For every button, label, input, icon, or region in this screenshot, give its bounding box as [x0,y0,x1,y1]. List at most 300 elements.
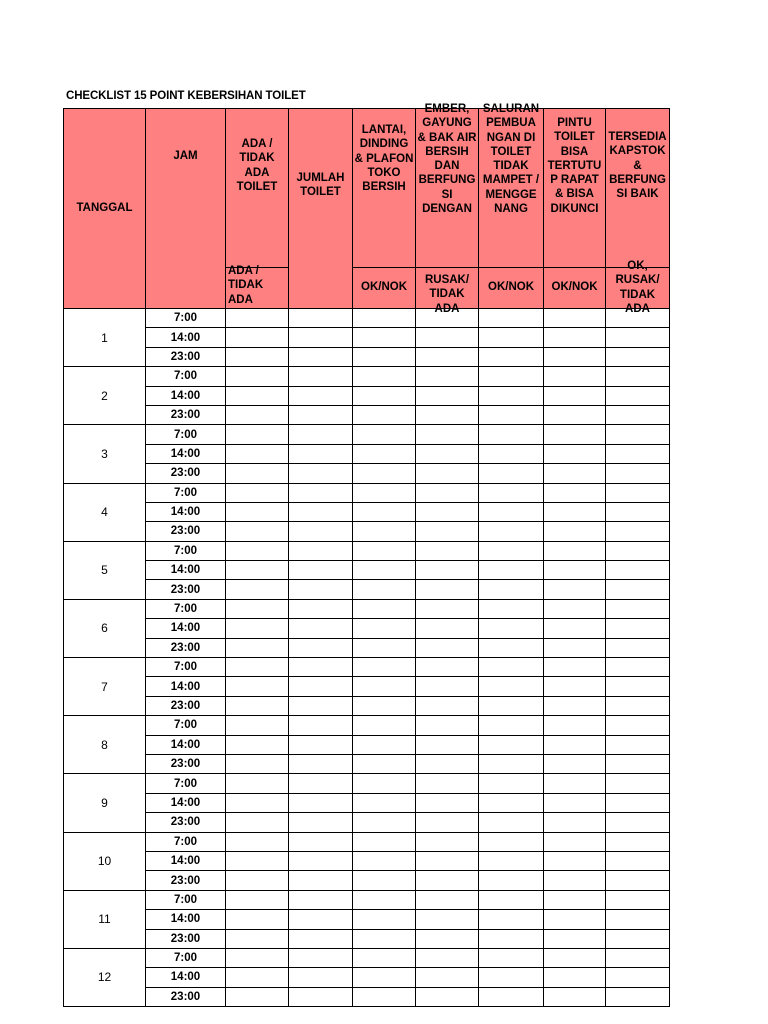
checklist-cell[interactable] [606,367,670,386]
checklist-cell[interactable] [226,774,289,793]
checklist-cell[interactable] [416,851,479,870]
checklist-cell[interactable] [544,851,606,870]
table-row [64,444,670,463]
checklist-cell[interactable] [353,716,416,735]
checklist-cell[interactable] [479,405,544,424]
checklist-cell[interactable] [289,774,353,793]
checklist-cell[interactable] [416,561,479,580]
checklist-cell[interactable] [289,968,353,987]
table-row [64,580,670,599]
checklist-cell[interactable] [606,444,670,463]
time-cell: 7:00 [146,890,226,909]
checklist-cell[interactable] [353,502,416,521]
checklist-cell[interactable] [289,309,353,328]
checklist-cell[interactable] [479,832,544,851]
checklist-cell[interactable] [416,929,479,948]
checklist-cell[interactable] [353,483,416,502]
date-cell: 12 [64,948,146,1006]
checklist-cell[interactable] [353,851,416,870]
checklist-cell[interactable] [353,735,416,754]
checklist-cell[interactable] [479,347,544,366]
checklist-cell[interactable] [544,444,606,463]
checklist-cell[interactable] [606,851,670,870]
checklist-cell[interactable] [606,774,670,793]
header-jam [146,109,226,309]
checklist-cell[interactable] [544,561,606,580]
checklist-cell[interactable] [606,948,670,967]
checklist-cell[interactable] [479,561,544,580]
checklist-cell[interactable] [353,541,416,560]
checklist-cell[interactable] [226,832,289,851]
checklist-cell[interactable] [353,871,416,890]
table-row [64,793,670,812]
checklist-cell[interactable] [416,754,479,773]
checklist-cell[interactable] [226,502,289,521]
checklist-table [63,103,670,1007]
checklist-cell[interactable] [479,580,544,599]
checklist-cell[interactable] [606,328,670,347]
checklist-cell[interactable] [606,580,670,599]
checklist-cell[interactable] [606,890,670,909]
checklist-cell[interactable] [226,580,289,599]
checklist-cell[interactable] [226,716,289,735]
checklist-cell[interactable] [479,754,544,773]
checklist-cell[interactable] [416,425,479,444]
checklist-cell[interactable] [226,890,289,909]
checklist-cell[interactable] [606,405,670,424]
checklist-cell[interactable] [289,929,353,948]
time-cell: 14:00 [146,328,226,347]
checklist-cell[interactable] [479,813,544,832]
table-row [64,328,670,347]
checklist-cell[interactable] [289,832,353,851]
checklist-cell[interactable] [544,309,606,328]
checklist-cell[interactable] [416,658,479,677]
checklist-cell[interactable] [226,561,289,580]
checklist-cell[interactable] [226,425,289,444]
checklist-cell[interactable] [544,813,606,832]
time-cell: 23:00 [146,580,226,599]
checklist-cell[interactable] [289,696,353,715]
checklist-cell[interactable] [479,483,544,502]
checklist-cell[interactable] [353,793,416,812]
checklist-cell[interactable] [416,347,479,366]
checklist-cell[interactable] [416,910,479,929]
checklist-cell[interactable] [353,347,416,366]
checklist-cell[interactable] [544,483,606,502]
checklist-cell[interactable] [353,619,416,638]
checklist-cell[interactable] [416,464,479,483]
checklist-cell[interactable] [226,367,289,386]
table-row [64,464,670,483]
checklist-cell[interactable] [544,638,606,657]
checklist-cell[interactable] [226,347,289,366]
checklist-cell[interactable] [544,522,606,541]
checklist-cell[interactable] [606,735,670,754]
checklist-cell[interactable] [353,696,416,715]
time-cell: 7:00 [146,948,226,967]
checklist-cell[interactable] [289,871,353,890]
checklist-cell[interactable] [289,677,353,696]
checklist-cell[interactable] [544,968,606,987]
checklist-cell[interactable] [479,444,544,463]
checklist-cell[interactable] [479,716,544,735]
checklist-cell[interactable] [479,328,544,347]
checklist-cell[interactable] [416,502,479,521]
table-row [64,658,670,677]
checklist-cell[interactable] [416,638,479,657]
checklist-cell[interactable] [416,367,479,386]
checklist-cell[interactable] [544,541,606,560]
checklist-cell[interactable] [353,774,416,793]
checklist-cell[interactable] [606,425,670,444]
checklist-cell[interactable] [353,444,416,463]
checklist-cell[interactable] [606,677,670,696]
time-cell: 14:00 [146,502,226,521]
checklist-cell[interactable] [416,948,479,967]
checklist-cell[interactable] [416,619,479,638]
checklist-cell[interactable] [353,948,416,967]
table-row [64,309,670,328]
checklist-cell[interactable] [226,813,289,832]
checklist-cell[interactable] [606,347,670,366]
table-row [64,754,670,773]
checklist-cell[interactable] [289,386,353,405]
checklist-cell[interactable] [289,851,353,870]
checklist-cell[interactable] [416,735,479,754]
checklist-cell[interactable] [479,774,544,793]
checklist-cell[interactable] [606,638,670,657]
checklist-cell[interactable] [479,502,544,521]
checklist-cell[interactable] [226,677,289,696]
table-row [64,502,670,521]
checklist-cell[interactable] [353,561,416,580]
checklist-cell[interactable] [353,968,416,987]
checklist-cell[interactable] [226,793,289,812]
checklist-cell[interactable] [479,929,544,948]
checklist-cell[interactable] [226,987,289,1006]
checklist-cell[interactable] [416,832,479,851]
checklist-cell[interactable] [606,483,670,502]
checklist-cell[interactable] [479,619,544,638]
checklist-cell[interactable] [544,754,606,773]
checklist-cell[interactable] [416,328,479,347]
checklist-cell[interactable] [479,677,544,696]
checklist-cell[interactable] [289,599,353,618]
checklist-cell[interactable] [544,386,606,405]
checklist-cell[interactable] [479,425,544,444]
checklist-cell[interactable] [479,464,544,483]
checklist-cell[interactable] [353,658,416,677]
checklist-cell[interactable] [479,638,544,657]
checklist-cell[interactable] [226,851,289,870]
checklist-cell[interactable] [289,464,353,483]
time-cell: 23:00 [146,405,226,424]
time-cell: 14:00 [146,619,226,638]
checklist-cell[interactable] [289,347,353,366]
time-cell: 14:00 [146,968,226,987]
checklist-cell[interactable] [226,696,289,715]
checklist-cell[interactable] [544,619,606,638]
checklist-cell[interactable] [289,716,353,735]
checklist-cell[interactable] [606,561,670,580]
checklist-cell[interactable] [416,444,479,463]
checklist-cell[interactable] [606,502,670,521]
checklist-cell[interactable] [479,871,544,890]
checklist-cell[interactable] [353,677,416,696]
checklist-cell[interactable] [289,580,353,599]
checklist-cell[interactable] [544,716,606,735]
checklist-cell[interactable] [479,522,544,541]
time-cell: 23:00 [146,522,226,541]
checklist-cell[interactable] [416,968,479,987]
checklist-cell[interactable] [606,541,670,560]
checklist-cell[interactable] [606,832,670,851]
time-cell: 23:00 [146,754,226,773]
checklist-cell[interactable] [289,444,353,463]
checklist-cell[interactable] [289,910,353,929]
checklist-cell[interactable] [416,774,479,793]
checklist-cell[interactable] [416,793,479,812]
checklist-cell[interactable] [479,367,544,386]
table-row [64,425,670,444]
subheader-pintu [544,268,606,309]
checklist-cell[interactable] [479,658,544,677]
checklist-cell[interactable] [606,910,670,929]
time-cell: 7:00 [146,425,226,444]
checklist-cell[interactable] [479,696,544,715]
checklist-cell[interactable] [353,929,416,948]
checklist-cell[interactable] [289,619,353,638]
checklist-cell[interactable] [479,851,544,870]
checklist-cell[interactable] [226,638,289,657]
checklist-cell[interactable] [289,425,353,444]
checklist-cell[interactable] [416,716,479,735]
checklist-cell[interactable] [544,774,606,793]
checklist-cell[interactable] [289,483,353,502]
checklist-cell[interactable] [416,677,479,696]
checklist-cell[interactable] [289,638,353,657]
checklist-cell[interactable] [479,735,544,754]
checklist-cell[interactable] [226,929,289,948]
checklist-cell[interactable] [416,813,479,832]
checklist-cell[interactable] [544,580,606,599]
header-ada-tidak-label: ADA / TIDAK ADA TOILET [236,138,278,193]
checklist-cell[interactable] [544,890,606,909]
checklist-cell[interactable] [289,658,353,677]
checklist-cell[interactable] [544,599,606,618]
checklist-cell[interactable] [416,599,479,618]
checklist-cell[interactable] [606,871,670,890]
checklist-cell[interactable] [544,328,606,347]
checklist-cell[interactable] [479,987,544,1006]
time-cell: 14:00 [146,677,226,696]
time-cell: 23:00 [146,464,226,483]
checklist-cell[interactable] [606,813,670,832]
checklist-cell[interactable] [544,929,606,948]
checklist-cell[interactable] [416,483,479,502]
checklist-cell[interactable] [289,502,353,521]
checklist-cell[interactable] [226,910,289,929]
time-cell: 23:00 [146,696,226,715]
checklist-cell[interactable] [606,754,670,773]
checklist-cell[interactable] [289,522,353,541]
checklist-cell[interactable] [226,658,289,677]
checklist-cell[interactable] [289,367,353,386]
checklist-cell[interactable] [416,890,479,909]
checklist-cell[interactable] [544,464,606,483]
checklist-cell[interactable] [226,328,289,347]
checklist-cell[interactable] [606,464,670,483]
checklist-cell[interactable] [226,483,289,502]
time-cell: 7:00 [146,541,226,560]
checklist-cell[interactable] [479,890,544,909]
checklist-cell[interactable] [479,309,544,328]
checklist-cell[interactable] [353,599,416,618]
checklist-cell[interactable] [289,735,353,754]
checklist-table-container [63,103,669,1003]
checklist-cell[interactable] [479,948,544,967]
checklist-cell[interactable] [226,735,289,754]
checklist-cell[interactable] [226,619,289,638]
checklist-cell[interactable] [544,987,606,1006]
checklist-cell[interactable] [416,541,479,560]
checklist-cell[interactable] [353,367,416,386]
checklist-cell[interactable] [289,987,353,1006]
checklist-cell[interactable] [606,716,670,735]
sheet-title: CHECKLIST 15 POINT KEBERSIHAN TOILET [66,90,306,102]
checklist-cell[interactable] [416,580,479,599]
checklist-cell[interactable] [544,910,606,929]
checklist-cell[interactable] [606,619,670,638]
checklist-cell[interactable] [544,502,606,521]
checklist-cell[interactable] [289,405,353,424]
time-cell: 14:00 [146,444,226,463]
checklist-cell[interactable] [544,948,606,967]
checklist-cell[interactable] [479,599,544,618]
checklist-cell[interactable] [606,987,670,1006]
checklist-cell[interactable] [416,405,479,424]
checklist-cell[interactable] [353,890,416,909]
table-row [64,735,670,754]
checklist-cell[interactable] [226,405,289,424]
header-tanggal-label: TANGGAL [76,202,133,215]
checklist-cell[interactable] [544,793,606,812]
checklist-cell[interactable] [544,367,606,386]
checklist-cell[interactable] [226,386,289,405]
checklist-cell[interactable] [479,910,544,929]
table-row [64,696,670,715]
checklist-cell[interactable] [353,425,416,444]
checklist-cell[interactable] [226,541,289,560]
checklist-cell[interactable] [479,541,544,560]
header-jumlah [289,109,353,309]
checklist-cell[interactable] [289,561,353,580]
checklist-cell[interactable] [353,638,416,657]
checklist-cell[interactable] [544,871,606,890]
checklist-cell[interactable] [416,696,479,715]
checklist-cell[interactable] [289,793,353,812]
checklist-cell[interactable] [353,328,416,347]
checklist-cell[interactable] [416,987,479,1006]
header-lantai-label: LANTAI, DINDING & PLAFON TOKO BERSIH [354,124,414,194]
checklist-cell[interactable] [606,793,670,812]
checklist-cell[interactable] [353,464,416,483]
checklist-cell[interactable] [606,522,670,541]
date-cell: 4 [64,483,146,541]
checklist-cell[interactable] [289,890,353,909]
checklist-cell[interactable] [353,987,416,1006]
checklist-cell[interactable] [544,735,606,754]
time-cell: 14:00 [146,793,226,812]
checklist-cell[interactable] [606,696,670,715]
checklist-cell[interactable] [353,405,416,424]
checklist-cell[interactable] [544,696,606,715]
checklist-cell[interactable] [226,444,289,463]
checklist-cell[interactable] [479,793,544,812]
checklist-cell[interactable] [544,832,606,851]
checklist-cell[interactable] [353,910,416,929]
checklist-cell[interactable] [289,754,353,773]
checklist-cell[interactable] [226,522,289,541]
checklist-cell[interactable] [353,754,416,773]
checklist-cell[interactable] [353,813,416,832]
checklist-cell[interactable] [544,405,606,424]
checklist-cell[interactable] [544,425,606,444]
checklist-cell[interactable] [226,754,289,773]
checklist-cell[interactable] [479,386,544,405]
checklist-cell[interactable] [353,832,416,851]
checklist-cell[interactable] [226,871,289,890]
checklist-cell[interactable] [226,464,289,483]
header-pintu [544,109,606,268]
checklist-cell[interactable] [416,522,479,541]
time-cell: 7:00 [146,832,226,851]
checklist-cell[interactable] [353,522,416,541]
checklist-cell[interactable] [289,541,353,560]
checklist-cell[interactable] [544,347,606,366]
checklist-cell[interactable] [606,968,670,987]
checklist-cell[interactable] [289,948,353,967]
checklist-cell[interactable] [289,328,353,347]
checklist-cell[interactable] [606,386,670,405]
checklist-cell[interactable] [226,968,289,987]
header-ember-label: EMBER, GAYUNG & BAK AIR BERSIH DAN BERFUNG SI DENGAN [417,103,477,216]
checklist-cell[interactable] [479,968,544,987]
checklist-cell[interactable] [226,309,289,328]
checklist-cell[interactable] [416,871,479,890]
table-row [64,910,670,929]
checklist-cell[interactable] [544,658,606,677]
checklist-cell[interactable] [226,948,289,967]
checklist-cell[interactable] [544,677,606,696]
checklist-cell[interactable] [416,386,479,405]
time-cell: 7:00 [146,309,226,328]
table-row [64,405,670,424]
subheader-saluran [479,268,544,309]
checklist-cell[interactable] [226,599,289,618]
date-cell: 9 [64,774,146,832]
subheader-lantai [353,268,416,309]
checklist-cell[interactable] [606,658,670,677]
checklist-cell[interactable] [353,309,416,328]
checklist-cell[interactable] [606,929,670,948]
checklist-cell[interactable] [353,580,416,599]
subheader-ada-tidak-label: ADA / TIDAK ADA [228,265,264,306]
checklist-cell[interactable] [353,386,416,405]
checklist-cell[interactable] [289,813,353,832]
checklist-cell[interactable] [606,599,670,618]
